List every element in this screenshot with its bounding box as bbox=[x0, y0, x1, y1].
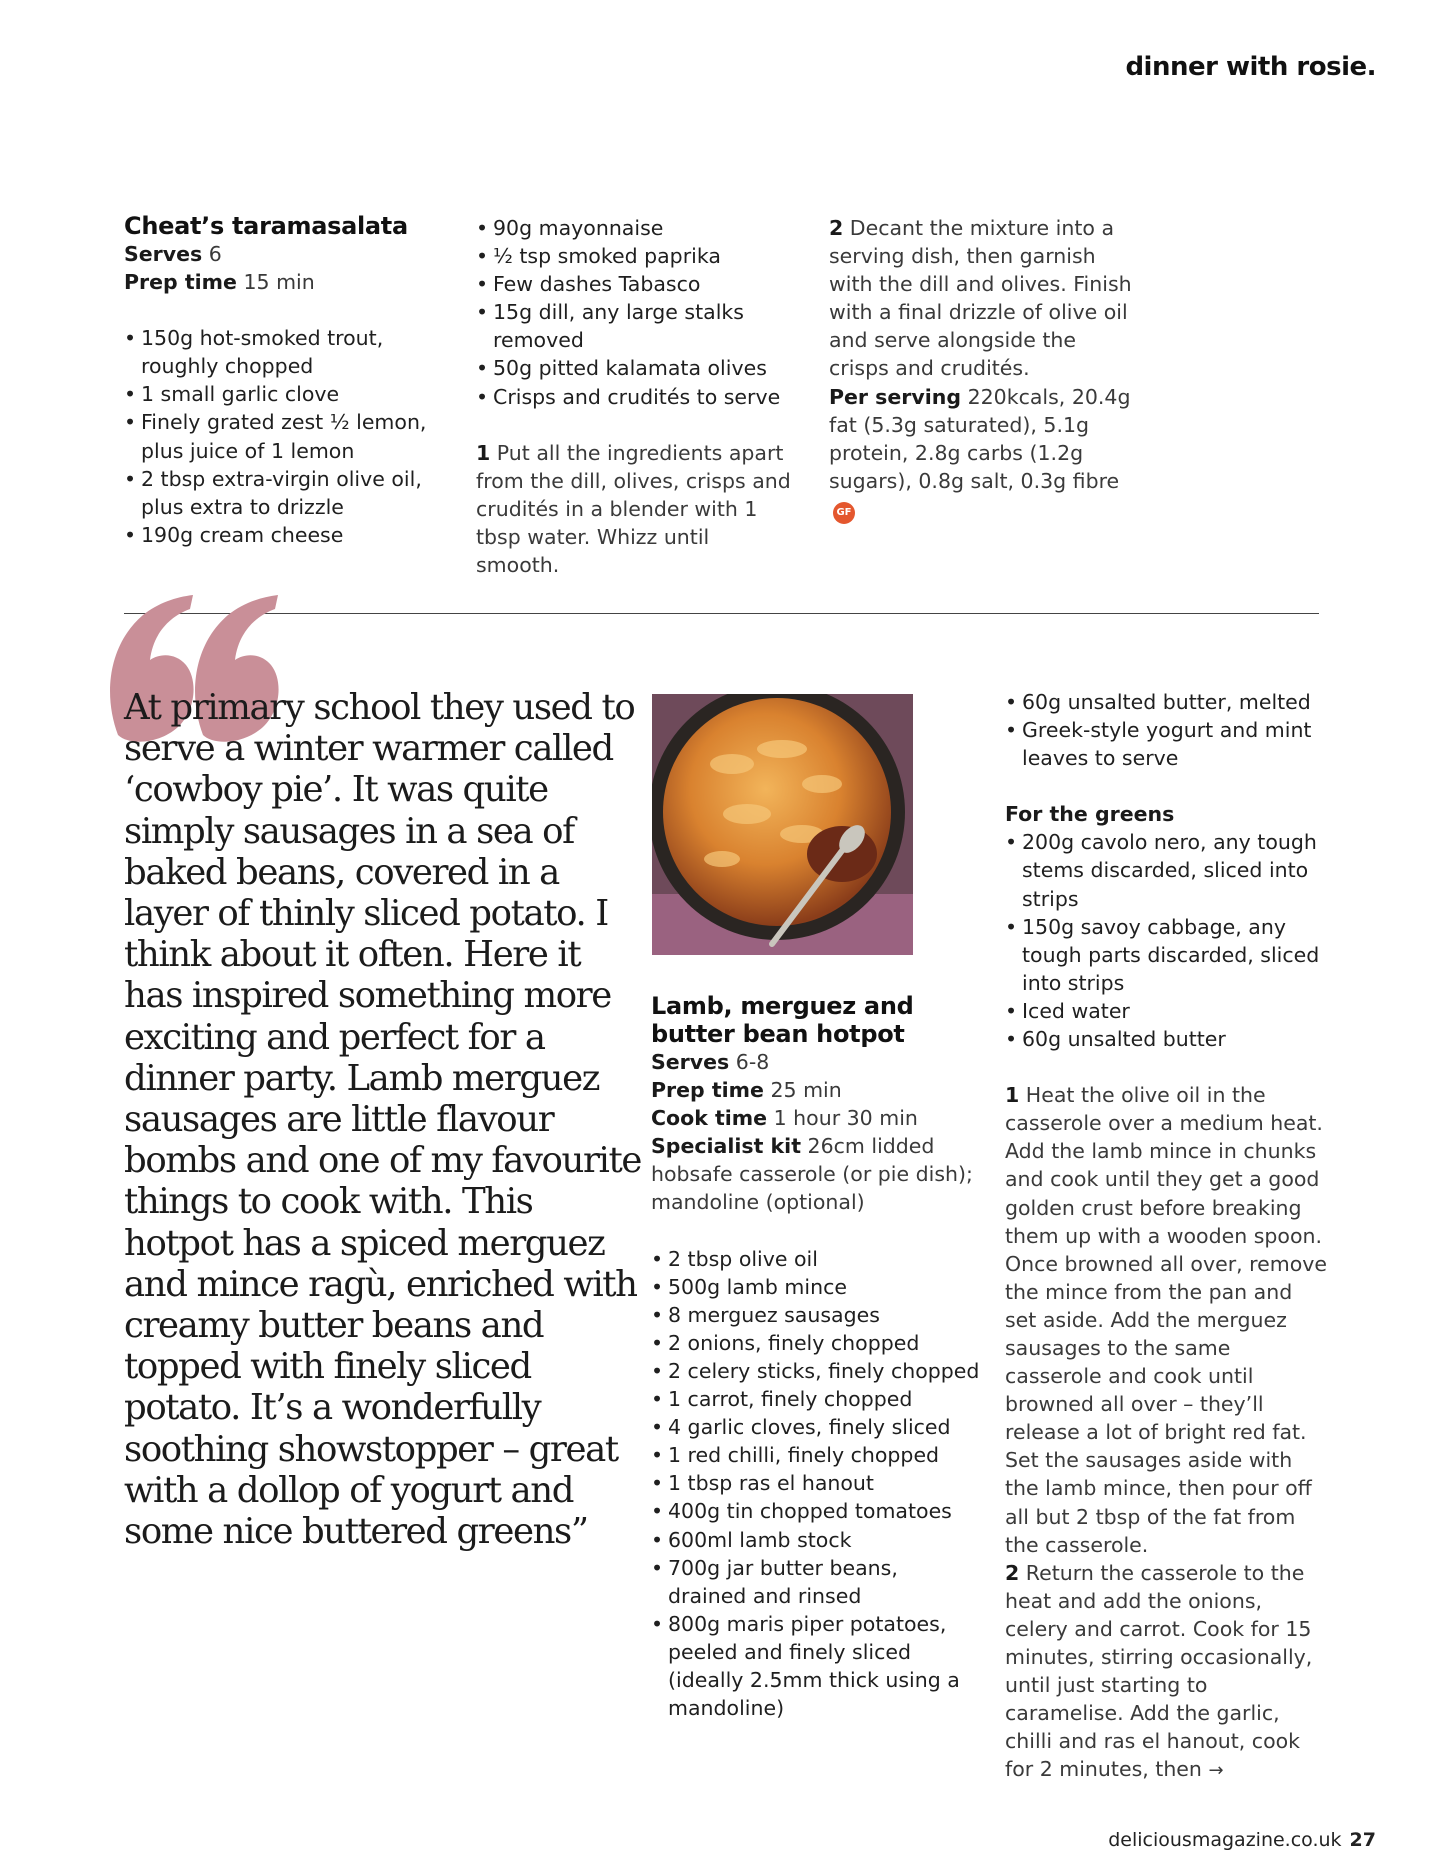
ingredient-item: • 1 carrot, finely chopped bbox=[651, 1385, 981, 1413]
hotpot-column bbox=[651, 992, 981, 1722]
hotpot-title: Lamb, merguez and butter bean hotpot bbox=[651, 992, 914, 1048]
ingredient-item: • ½ tsp smoked paprika bbox=[476, 242, 796, 270]
hotpot-serves: Serves 6-8 bbox=[651, 1050, 770, 1074]
ingredient-item: • 1 tbsp ras el hanout bbox=[651, 1469, 981, 1497]
taramasalata-column-3 bbox=[829, 214, 1139, 524]
hotpot-photo bbox=[652, 694, 913, 955]
ingredient-item: • 1 red chilli, finely chopped bbox=[651, 1441, 981, 1469]
ingredient-item: • 500g lamb mince bbox=[651, 1273, 981, 1301]
ingredient-item: • Finely grated zest ½ lemon, plus juice of 1 lemon bbox=[124, 408, 444, 464]
taramasalata-serves: Serves 6 bbox=[124, 242, 222, 266]
hotpot-ingredients-continued bbox=[1005, 688, 1330, 772]
continue-arrow-icon: → bbox=[1208, 1760, 1224, 1782]
ingredient-item: • 60g unsalted butter, melted bbox=[1005, 688, 1330, 716]
greens-ingredients-list bbox=[1005, 828, 1330, 1053]
ingredient-item: • Crisps and crudités to serve bbox=[476, 383, 796, 411]
hotpot-image bbox=[652, 694, 913, 955]
ingredient-item: • 800g maris piper potatoes, peeled and finely sliced (ideally 2.5mm thick using a mandoline) bbox=[651, 1610, 981, 1722]
ingredient-item: • 50g pitted kalamata olives bbox=[476, 354, 796, 382]
section-divider bbox=[124, 613, 1319, 614]
pull-quote: At primary school they used to serve a winter warmer called ‘cowboy pie’. It was quite simply sausages in a sea of baked beans, covered in a layer of thinly sliced potato. I think about it often. Here it has inspired something more exciting and perfect for a dinner party. Lamb merguez sausages are little flavour bombs and one of my favourite things to cook with. This hotpot has a spiced merguez and mince ragù, enriched with creamy butter beans and topped with finely sliced potato. It’s a wonderfully soothing showstopper – great with a dollop of yogurt and some nice buttered greens” bbox=[124, 687, 641, 1553]
taramasalata-ingredients-list-1 bbox=[124, 324, 444, 549]
ingredient-item: • 1 small garlic clove bbox=[124, 380, 444, 408]
taramasalata-ingredients-list-2 bbox=[476, 214, 796, 411]
ingredient-item: • 2 tbsp olive oil bbox=[651, 1245, 981, 1273]
ingredient-item: • 600ml lamb stock bbox=[651, 1526, 981, 1554]
ingredient-item: • 2 onions, finely chopped bbox=[651, 1329, 981, 1357]
hotpot-prep-time: Prep time 25 min bbox=[651, 1078, 842, 1103]
ingredient-item: • 8 merguez sausages bbox=[651, 1301, 981, 1329]
ingredient-item: • 2 celery sticks, finely chopped bbox=[651, 1357, 981, 1385]
ingredient-item: • 15g dill, any large stalks removed bbox=[476, 298, 796, 354]
taramasalata-step-1: 1 Put all the ingredients apart from the dill, olives, crisps and crudités in a blender with 1 tbsp water. Whizz until smooth. bbox=[476, 440, 791, 578]
ingredient-item: • 90g mayonnaise bbox=[476, 214, 796, 242]
page-footer bbox=[1108, 1829, 1376, 1851]
running-head: dinner with rosie. bbox=[1125, 52, 1376, 82]
site-url: deliciousmagazine.co.uk bbox=[1108, 1829, 1342, 1851]
ingredient-item: • 200g cavolo nero, any tough stems discarded, sliced into strips bbox=[1005, 828, 1330, 912]
ingredient-item: • 150g hot-smoked trout, roughly chopped bbox=[124, 324, 444, 380]
ingredient-item: • 2 tbsp extra-virgin olive oil, plus extra to drizzle bbox=[124, 465, 444, 521]
ingredient-item: • 60g unsalted butter bbox=[1005, 1025, 1330, 1053]
ingredient-item: • 4 garlic cloves, finely sliced bbox=[651, 1413, 981, 1441]
ingredient-item: • 150g savoy cabbage, any tough parts discarded, sliced into strips bbox=[1005, 913, 1330, 997]
ingredient-item: • 190g cream cheese bbox=[124, 521, 444, 549]
hotpot-ingredients-list bbox=[651, 1245, 981, 1723]
gluten-free-badge: GF bbox=[833, 502, 855, 524]
ingredient-item: • 700g jar butter beans, drained and rinsed bbox=[651, 1554, 981, 1610]
ingredient-item: • Iced water bbox=[1005, 997, 1330, 1025]
taramasalata-title: Cheat’s taramasalata bbox=[124, 212, 408, 240]
page-number: 27 bbox=[1349, 1829, 1376, 1851]
taramasalata-column-2 bbox=[476, 214, 796, 579]
taramasalata-per-serving: Per serving 220kcals, 20.4g fat (5.3g saturated), 5.1g protein, 2.8g carbs (1.2g sugars), 0.8g salt, 0.3g fibreGF bbox=[829, 383, 1139, 524]
hotpot-step-2: 2 Return the casserole to the heat and add the onions, celery and carrot. Cook for 15 minutes, stirring occasionally, until just starting to caramelise. Add the garlic, chilli and ras el hanout, cook for 2 minutes, then → bbox=[1005, 1560, 1313, 1782]
hotpot-right-column bbox=[1005, 688, 1330, 1785]
taramasalata-step-2: 2 Decant the mixture into a serving dish, then garnish with the dill and olives. Finish with a final drizzle of olive oil and serve alongside the crisps and crudités. bbox=[829, 216, 1132, 381]
greens-heading: For the greens bbox=[1005, 802, 1175, 827]
ingredient-item: • Few dashes Tabasco bbox=[476, 270, 796, 298]
hotpot-step-1: 1 Heat the olive oil in the casserole over a medium heat. Add the lamb mince in chunks and cook until they get a good golden crust before breaking them up with a wooden spoon. Once browned all over, remove the mince from the pan and set aside. Add the merguez sausages to the same casserole and cook until browned all over – they’ll release a lot of bright red fat. Set the sausages aside with the lamb mince, then pour off all but 2 tbsp of the fat from the casserole. bbox=[1005, 1083, 1328, 1557]
taramasalata-column-1 bbox=[124, 212, 444, 549]
hotpot-cook-time: Cook time 1 hour 30 min bbox=[651, 1106, 918, 1131]
ingredient-item: • Greek-style yogurt and mint leaves to serve bbox=[1005, 716, 1330, 772]
taramasalata-prep-time: Prep time 15 min bbox=[124, 270, 315, 295]
hotpot-specialist-kit: Specialist kit 26cm lidded hobsafe casserole (or pie dish); mandoline (optional) bbox=[651, 1134, 973, 1215]
ingredient-item: • 400g tin chopped tomatoes bbox=[651, 1497, 981, 1525]
